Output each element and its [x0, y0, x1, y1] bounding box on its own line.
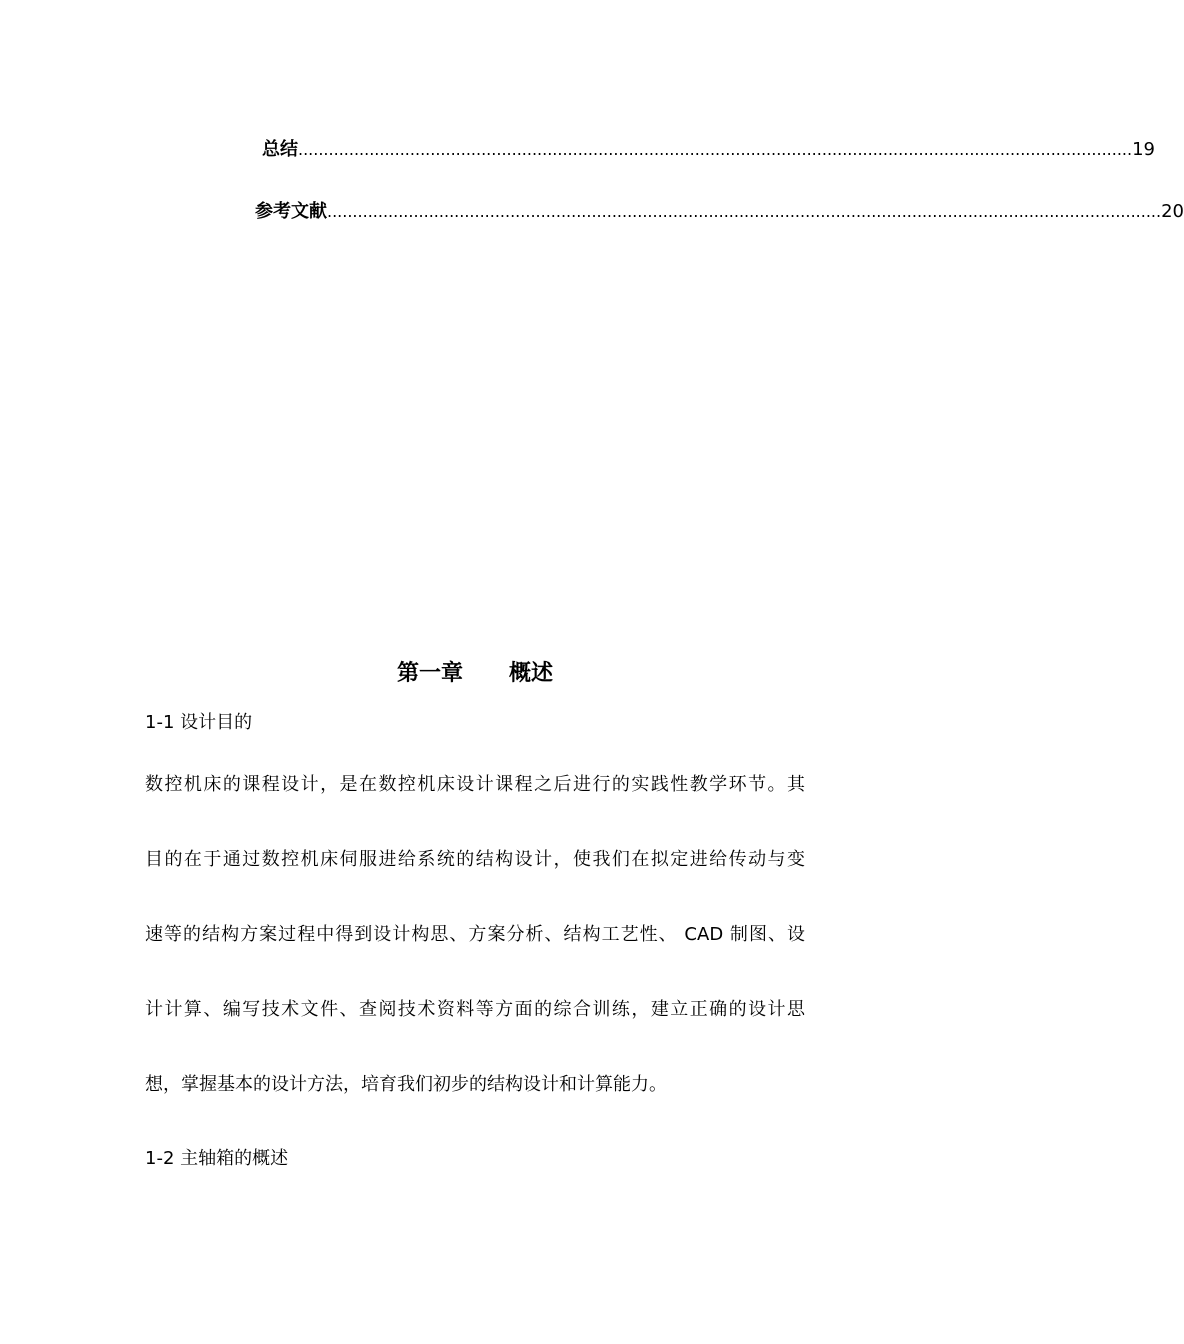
paragraph-line: 速等的结构方案过程中得到设计构思、方案分析、结构工艺性、 CAD 制图、设 [145, 924, 805, 945]
paragraph-line: 数控机床的课程设计，是在数控机床设计课程之后进行的实践性教学环节。其 [145, 774, 805, 795]
toc-entry-summary[interactable] [262, 138, 1155, 162]
paragraph-line: 目的在于通过数控机床伺服进给系统的结构设计，使我们在拟定进给传动与变 [145, 849, 805, 870]
paragraph-line: 计计算、编写技术文件、查阅技术资料等方面的综合训练，建立正确的设计思 [145, 999, 805, 1020]
toc-entry-page: 20 [1161, 201, 1184, 222]
toc-entry-title: 总结 [262, 139, 298, 160]
chapter-title: 第一章 概述 [397, 661, 553, 686]
toc-entry-title: 参考文献 [255, 201, 327, 222]
section-heading-spindle-box: 1-2 主轴箱的概述 [145, 1148, 289, 1169]
paragraph-line: 想，掌握基本的设计方法，培育我们初步的结构设计和计算能力。 [145, 1074, 667, 1095]
toc-leader-dots: .................................................................................................................................................................... [298, 140, 1133, 159]
section-heading-design-purpose: 1-1 设计目的 [145, 712, 253, 733]
toc-entry-page: 19 [1132, 139, 1155, 160]
toc-entry-references[interactable] [255, 200, 1184, 224]
toc-leader-dots: .................................................................................................................................................................... [327, 202, 1162, 221]
